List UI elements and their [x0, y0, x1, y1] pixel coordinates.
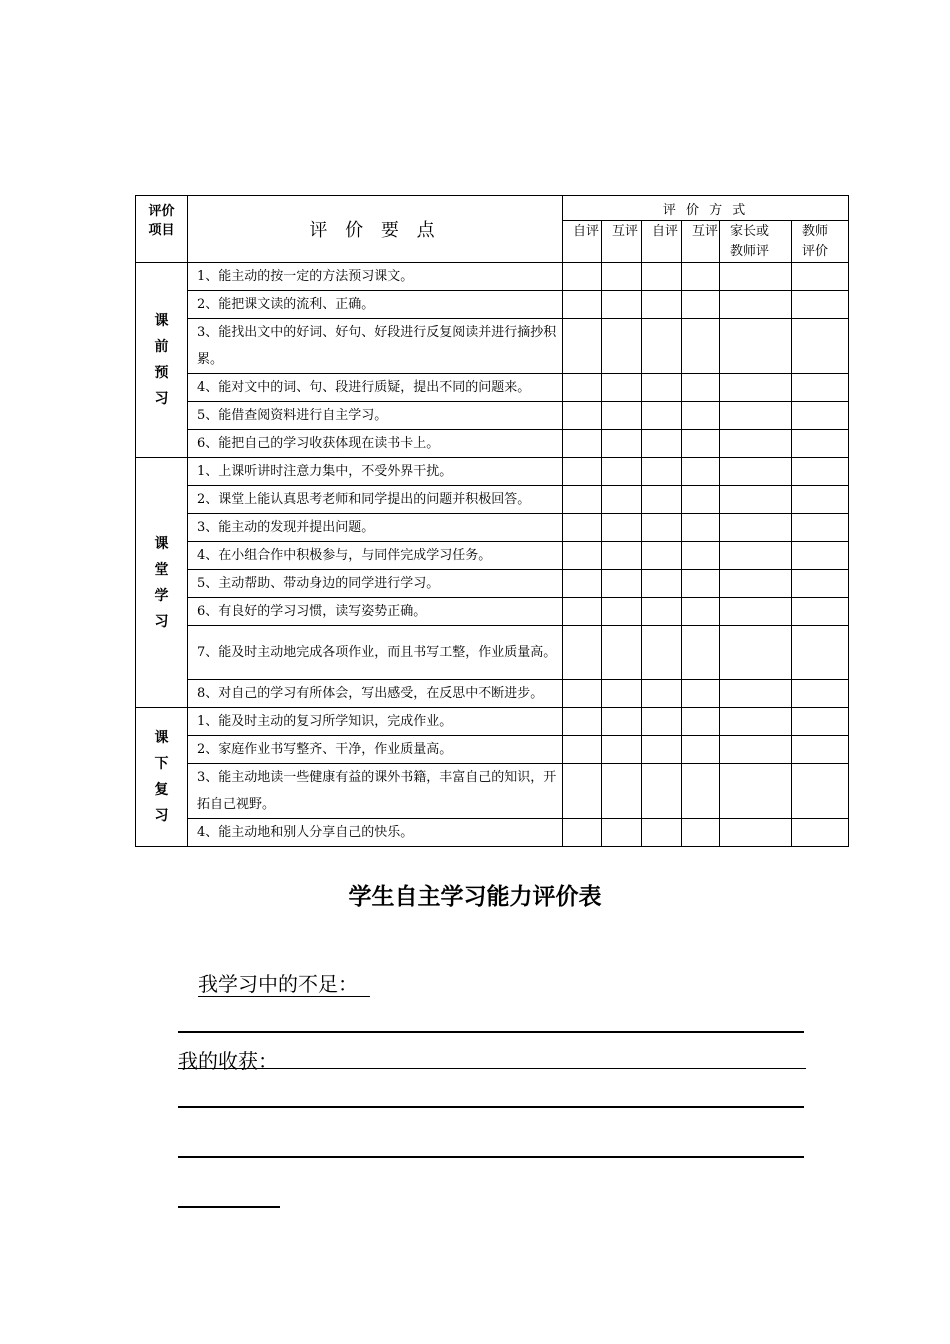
score-cell[interactable]	[792, 291, 849, 319]
subheader-method	[563, 221, 602, 263]
score-cell[interactable]	[602, 514, 642, 542]
evaluation-point: 6、能把自己的学习收获体现在读书卡上。	[188, 430, 563, 458]
writing-line	[178, 1031, 804, 1033]
score-cell[interactable]	[642, 542, 682, 570]
score-cell[interactable]	[602, 680, 642, 708]
subheader-label: 互评	[692, 224, 719, 239]
evaluation-point: 3、能找出文中的好词、好句、好段进行反复阅读并进行摘抄积累。	[188, 319, 563, 374]
score-cell[interactable]	[642, 819, 682, 847]
score-cell[interactable]	[792, 458, 849, 486]
score-cell[interactable]	[720, 764, 792, 819]
score-cell[interactable]	[563, 430, 602, 458]
score-cell[interactable]	[642, 764, 682, 819]
score-cell[interactable]	[682, 319, 720, 374]
score-cell[interactable]	[792, 680, 849, 708]
score-cell[interactable]	[563, 598, 602, 626]
score-cell[interactable]	[602, 263, 642, 291]
evaluation-point: 4、能对文中的词、句、段进行质疑，提出不同的问题来。	[188, 374, 563, 402]
table-row	[136, 819, 849, 847]
score-cell[interactable]	[682, 458, 720, 486]
table-row	[136, 430, 849, 458]
score-cell[interactable]	[720, 736, 792, 764]
page-title: 学生自主学习能力评价表	[348, 884, 602, 910]
shortcomings-label: 我学习中的不足：	[198, 968, 370, 997]
table-row	[136, 374, 849, 402]
score-cell[interactable]	[642, 402, 682, 430]
score-cell[interactable]	[642, 598, 682, 626]
table-row	[136, 402, 849, 430]
subheader-method	[720, 221, 792, 263]
score-cell[interactable]	[602, 430, 642, 458]
score-cell[interactable]	[563, 708, 602, 736]
table-row	[136, 708, 849, 736]
score-cell[interactable]	[792, 819, 849, 847]
score-cell[interactable]	[642, 708, 682, 736]
category-label: 课前预习	[154, 313, 169, 407]
score-cell[interactable]	[792, 598, 849, 626]
score-cell[interactable]	[792, 402, 849, 430]
subheader-method	[792, 221, 849, 263]
subheader-method	[602, 221, 642, 263]
score-cell[interactable]	[682, 291, 720, 319]
table-row	[136, 598, 849, 626]
category-cell	[136, 458, 188, 708]
score-cell[interactable]	[720, 319, 792, 374]
score-cell[interactable]	[642, 263, 682, 291]
score-cell[interactable]	[563, 764, 602, 819]
evaluation-point: 2、家庭作业书写整齐、干净，作业质量高。	[188, 736, 563, 764]
gains-label: 我的收获：	[178, 1049, 278, 1073]
score-cell[interactable]	[602, 819, 642, 847]
category-cell	[136, 263, 188, 458]
category-label: 课堂学习	[154, 535, 169, 630]
score-cell[interactable]	[602, 291, 642, 319]
score-cell[interactable]	[792, 319, 849, 374]
score-cell[interactable]	[792, 430, 849, 458]
score-cell[interactable]	[642, 736, 682, 764]
score-cell[interactable]	[563, 263, 602, 291]
evaluation-point: 1、能主动的按一定的方法预习课文。	[188, 263, 563, 291]
score-cell[interactable]	[563, 736, 602, 764]
score-cell[interactable]	[792, 736, 849, 764]
table-row	[136, 486, 849, 514]
score-cell[interactable]	[720, 708, 792, 736]
table-row	[136, 570, 849, 598]
evaluation-point: 1、能及时主动的复习所学知识，完成作业。	[188, 708, 563, 736]
score-cell[interactable]	[682, 402, 720, 430]
subheader-method	[682, 221, 720, 263]
header-evaluation-item	[136, 196, 188, 263]
table-row	[136, 514, 849, 542]
score-cell[interactable]	[682, 263, 720, 291]
evaluation-point: 6、有良好的学习习惯，读写姿势正确。	[188, 598, 563, 626]
evaluation-point: 2、课堂上能认真思考老师和同学提出的问题并积极回答。	[188, 486, 563, 514]
table-row	[136, 263, 849, 291]
score-cell[interactable]	[720, 626, 792, 680]
score-cell[interactable]	[720, 430, 792, 458]
score-cell[interactable]	[792, 542, 849, 570]
score-cell[interactable]	[682, 486, 720, 514]
score-cell[interactable]	[642, 430, 682, 458]
score-cell[interactable]	[563, 374, 602, 402]
evaluation-point: 7、能及时主动地完成各项作业，而且书写工整，作业质量高。	[188, 626, 563, 680]
score-cell[interactable]	[642, 458, 682, 486]
score-cell[interactable]	[682, 598, 720, 626]
evaluation-point: 8、对自己的学习有所体会，写出感受，在反思中不断进步。	[188, 680, 563, 708]
evaluation-point: 3、能主动的发现并提出问题。	[188, 514, 563, 542]
score-cell[interactable]	[682, 736, 720, 764]
subheader-label: 自评	[573, 224, 600, 239]
score-cell[interactable]	[642, 319, 682, 374]
score-cell[interactable]	[642, 486, 682, 514]
score-cell[interactable]	[682, 570, 720, 598]
score-cell[interactable]	[602, 402, 642, 430]
score-cell[interactable]	[720, 458, 792, 486]
score-cell[interactable]	[642, 680, 682, 708]
table-row	[136, 626, 849, 680]
score-cell[interactable]	[792, 374, 849, 402]
score-cell[interactable]	[792, 626, 849, 680]
score-cell[interactable]	[682, 680, 720, 708]
category-cell	[136, 708, 188, 847]
score-cell[interactable]	[602, 374, 642, 402]
score-cell[interactable]	[563, 458, 602, 486]
score-cell[interactable]	[682, 430, 720, 458]
evaluation-point: 5、能借查阅资料进行自主学习。	[188, 402, 563, 430]
subheader-label: 教师评价	[802, 224, 829, 259]
subheader-method	[642, 221, 682, 263]
score-cell[interactable]	[720, 514, 792, 542]
table-row	[136, 764, 849, 819]
score-cell[interactable]	[602, 570, 642, 598]
score-cell[interactable]	[602, 736, 642, 764]
table-row	[136, 291, 849, 319]
score-cell[interactable]	[602, 764, 642, 819]
score-cell[interactable]	[602, 626, 642, 680]
score-cell[interactable]	[792, 514, 849, 542]
score-cell[interactable]	[602, 319, 642, 374]
score-cell[interactable]	[563, 514, 602, 542]
header-evaluation-points: 评 价 要 点	[188, 196, 563, 263]
score-cell[interactable]	[682, 764, 720, 819]
table-row	[136, 458, 849, 486]
score-cell[interactable]	[602, 598, 642, 626]
header-item-label: 评价项目	[148, 204, 175, 238]
table-row	[136, 542, 849, 570]
score-cell[interactable]	[792, 263, 849, 291]
evaluation-point: 2、能把课文读的流利、正确。	[188, 291, 563, 319]
score-cell[interactable]	[563, 542, 602, 570]
score-cell[interactable]	[720, 819, 792, 847]
score-cell[interactable]	[602, 542, 642, 570]
evaluation-point: 4、在小组合作中积极参与，与同伴完成学习任务。	[188, 542, 563, 570]
subheader-label: 家长或教师评	[730, 224, 770, 259]
score-cell[interactable]	[563, 291, 602, 319]
writing-line	[178, 1106, 804, 1108]
score-cell[interactable]	[792, 486, 849, 514]
score-cell[interactable]	[682, 819, 720, 847]
score-cell[interactable]	[563, 819, 602, 847]
score-cell[interactable]	[682, 542, 720, 570]
score-cell[interactable]	[642, 626, 682, 680]
table-row	[136, 736, 849, 764]
score-cell[interactable]	[563, 486, 602, 514]
table-row	[136, 319, 849, 374]
score-cell[interactable]	[563, 626, 602, 680]
score-cell[interactable]	[720, 598, 792, 626]
score-cell[interactable]	[720, 374, 792, 402]
evaluation-point: 3、能主动地读一些健康有益的课外书籍，丰富自己的知识，开拓自己视野。	[188, 764, 563, 819]
score-cell[interactable]	[720, 486, 792, 514]
score-cell[interactable]	[720, 402, 792, 430]
category-label: 课下复习	[154, 730, 169, 824]
score-cell[interactable]	[642, 374, 682, 402]
subheader-label: 互评	[612, 224, 639, 239]
score-cell[interactable]	[792, 708, 849, 736]
score-cell[interactable]	[642, 514, 682, 542]
writing-line	[178, 1068, 806, 1069]
score-cell[interactable]	[682, 708, 720, 736]
evaluation-point: 5、主动帮助、带动身边的同学进行学习。	[188, 570, 563, 598]
score-cell[interactable]	[720, 542, 792, 570]
score-cell[interactable]	[563, 570, 602, 598]
score-cell[interactable]	[563, 319, 602, 374]
score-cell[interactable]	[720, 570, 792, 598]
score-cell[interactable]	[720, 291, 792, 319]
score-cell[interactable]	[682, 626, 720, 680]
table-row	[136, 680, 849, 708]
header-evaluation-method: 评 价 方 式	[563, 196, 849, 221]
score-cell[interactable]	[642, 291, 682, 319]
score-cell[interactable]	[792, 764, 849, 819]
score-cell[interactable]	[602, 486, 642, 514]
score-cell[interactable]	[602, 708, 642, 736]
evaluation-point: 1、上课听讲时注意力集中，不受外界干扰。	[188, 458, 563, 486]
score-cell[interactable]	[563, 680, 602, 708]
score-cell[interactable]	[602, 458, 642, 486]
evaluation-table	[135, 195, 849, 847]
score-cell[interactable]	[682, 374, 720, 402]
writing-line	[178, 1206, 280, 1208]
score-cell[interactable]	[720, 263, 792, 291]
score-cell[interactable]	[642, 570, 682, 598]
score-cell[interactable]	[792, 570, 849, 598]
score-cell[interactable]	[563, 402, 602, 430]
writing-line	[178, 1156, 804, 1158]
score-cell[interactable]	[682, 514, 720, 542]
evaluation-point: 4、能主动地和别人分享自己的快乐。	[188, 819, 563, 847]
score-cell[interactable]	[720, 680, 792, 708]
subheader-label: 自评	[652, 224, 679, 239]
